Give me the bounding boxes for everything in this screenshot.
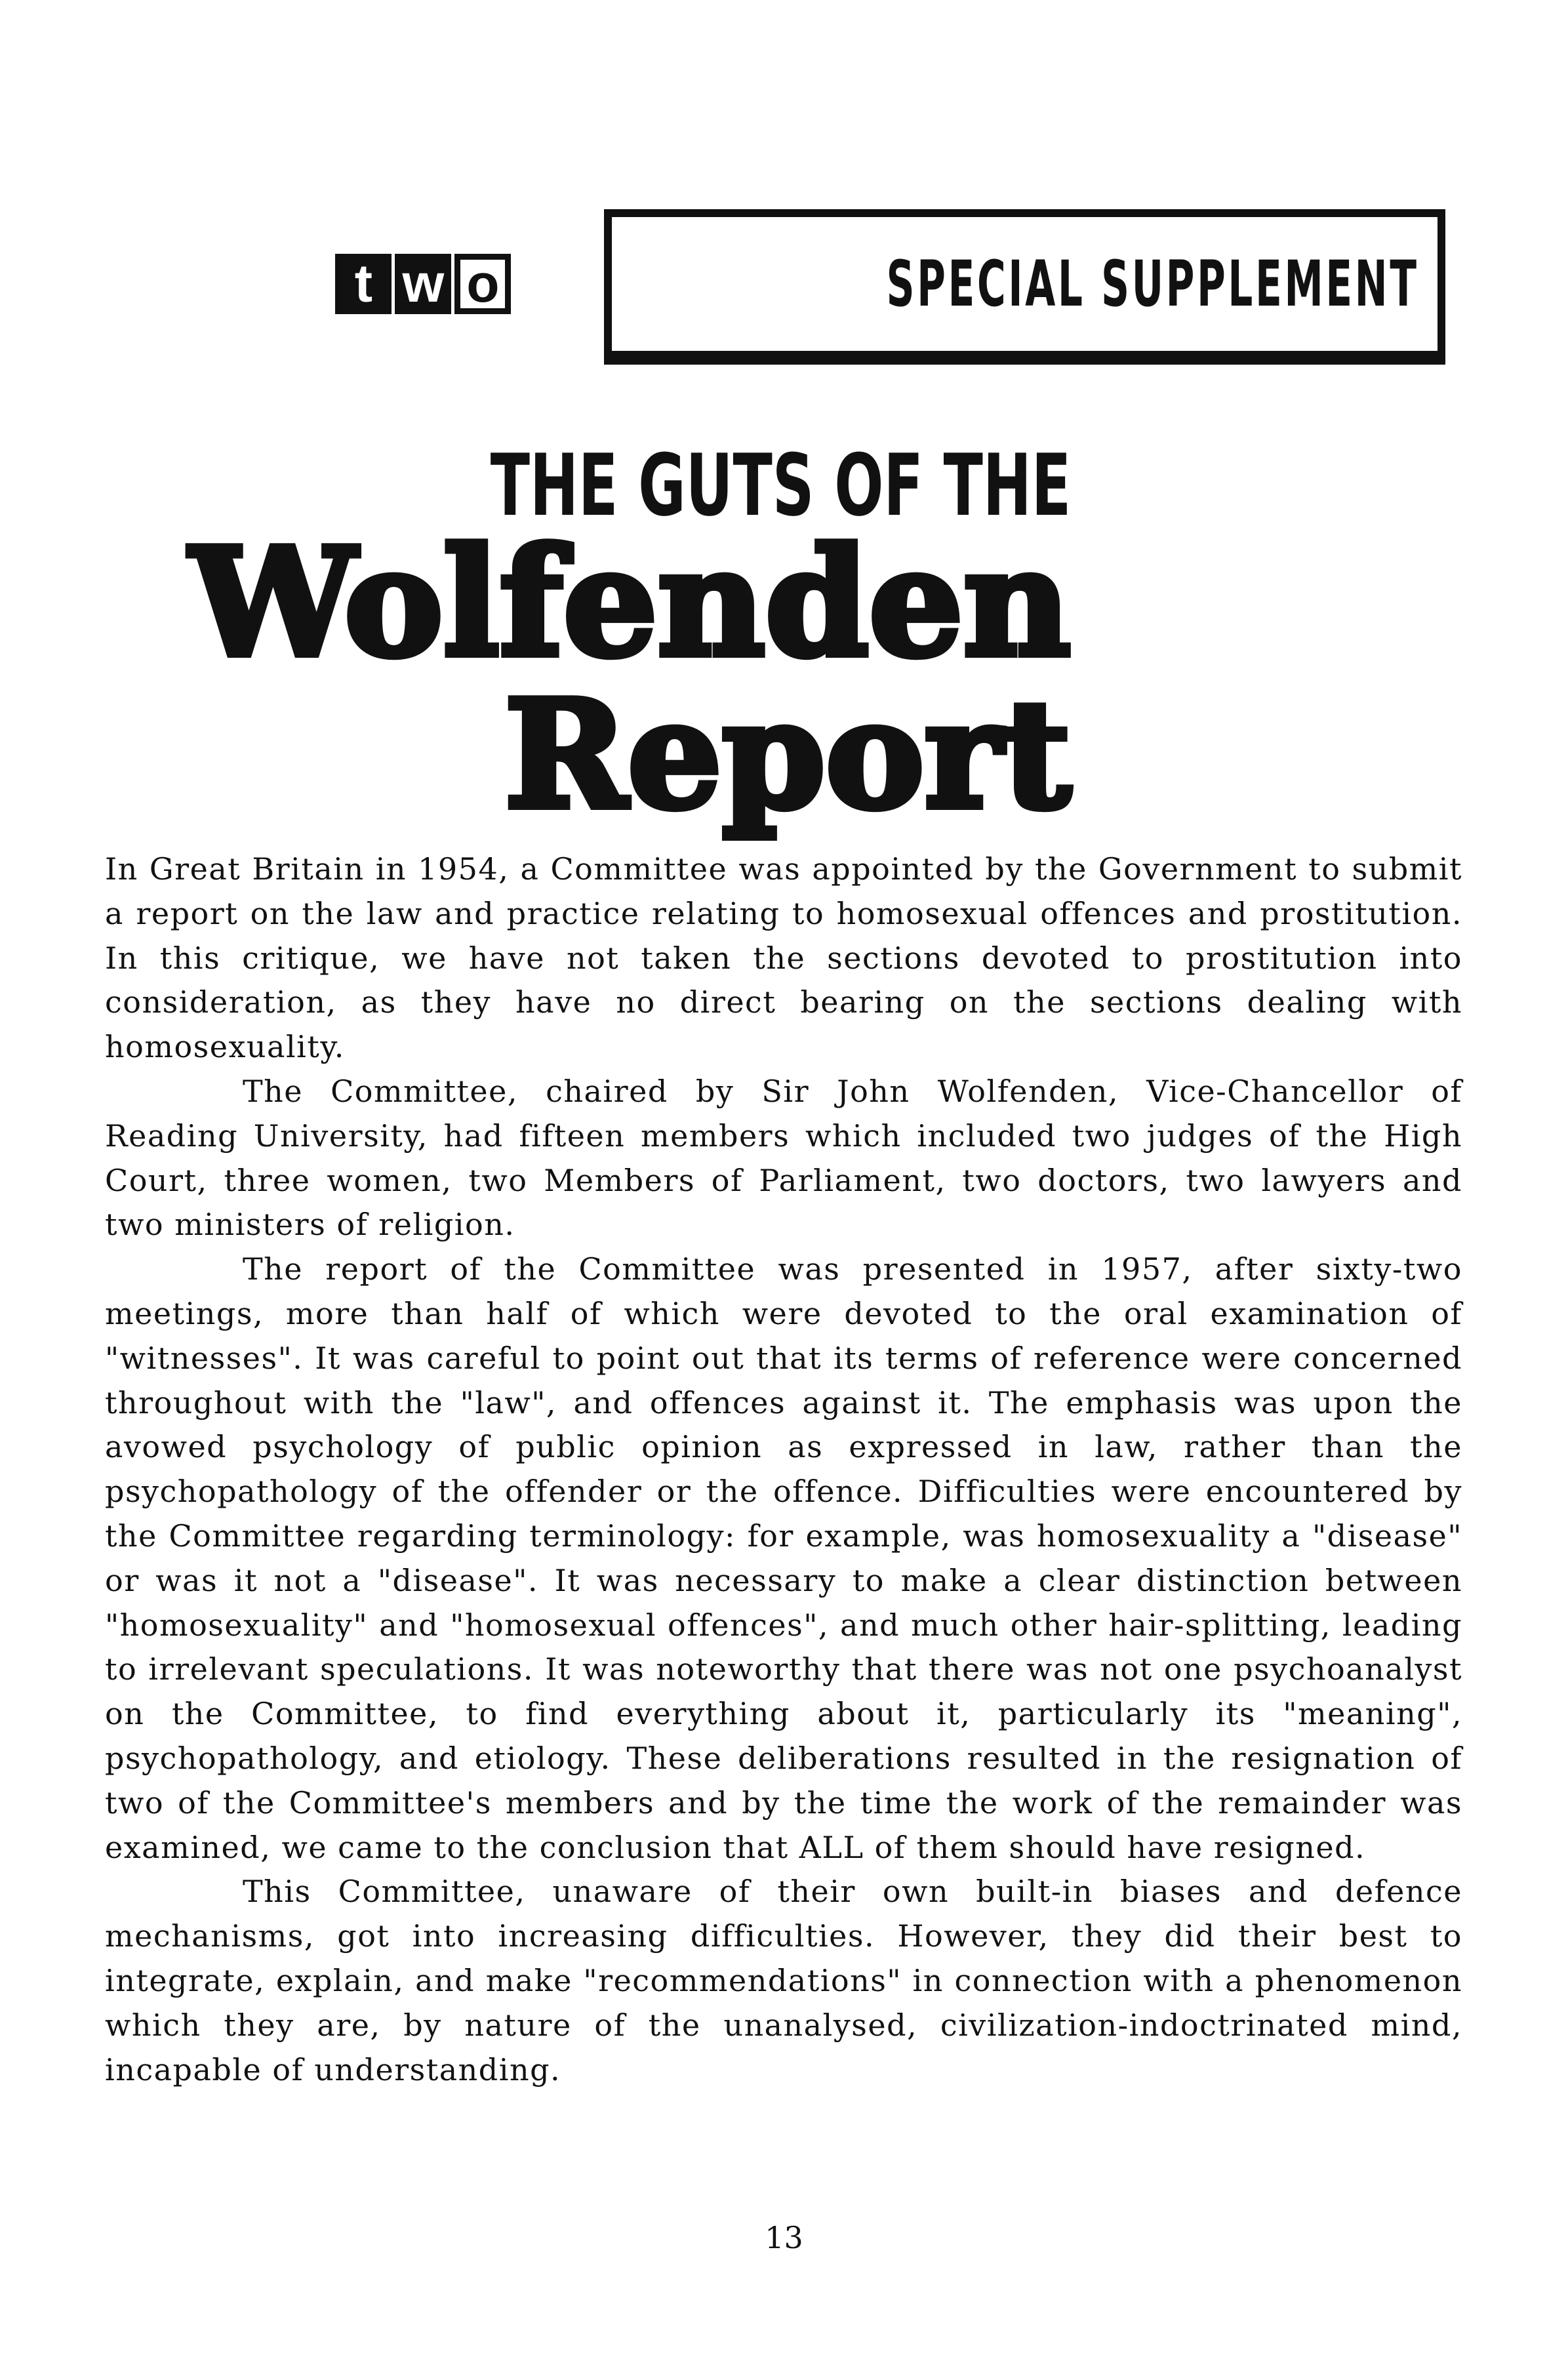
page-number: 13: [765, 2220, 803, 2255]
headline-title-line1: Wolfenden: [190, 516, 1071, 690]
logo-letter-t: t: [335, 254, 392, 314]
paragraph-3: The report of the Committee was presented in 1957, after sixty-two meetings, more than half of which were devoted to the oral examination of "witnesses". It was careful to point out that its terms of reference were concerned throughout with the "law", and offences against it. The emphasis was upon the avowed psychology of public opinion as expressed in law, rather than the psychopathology of the offender or the offence. Difficulties were encountered by the Committee regarding terminology: for example, was homosexuality a "disease" or was it not a "disease". It was necessary to make a clear distinction between "homosexuality" and "homosexual offences", and much other hair-splitting, leading to irrelevant speculations. It was noteworthy that there was not one psychoanalyst on the Committee, to find everything about it, particularly its "meaning", psychopathology, and etiology. These deliberations resulted in the resignation of two of the Committee's members and by the time the work of the remainder was examined, we came to the conclusion that ALL of them should have resigned.: [105, 1251, 1462, 1865]
special-supplement-banner: [354, 209, 1445, 359]
article-body: [105, 847, 1462, 2092]
paragraph-1: In Great Britain in 1954, a Committee was appointed by the Government to submit a report on the law and practice relating to homosexual offences and prostitution. In this critique, we have not taken the sections devoted to prostitution into consideration, as they have no direct bearing on the sections dealing with homosexuality.: [105, 851, 1462, 1065]
two-logo: [335, 254, 514, 314]
paragraph-4: This Committee, unaware of their own built-in biases and defence mechanisms, got into increasing difficulties. However, they did their best to integrate, explain, and make "recommendations" in connection with a phenomenon which they are, by nature of the unanalysed, civilization-indoctrinated mind, incapable of understanding.: [105, 1874, 1462, 2087]
headline-title-line2: Report: [504, 668, 1071, 842]
logo-letter-o: o: [454, 254, 511, 314]
paragraph-2: The Committee, chaired by Sir John Wolfenden, Vice-Chancellor of Reading University, had fifteen members which included two judges of the High Court, three women, two Members of Parliament, two doctors, two lawyers and two ministers of religion.: [105, 1073, 1462, 1243]
banner-label: SPECIAL SUPPLEMENT: [887, 247, 1419, 321]
headline-kicker: THE GUTS OF THE: [490, 435, 1071, 535]
logo-letter-w: w: [395, 254, 451, 314]
